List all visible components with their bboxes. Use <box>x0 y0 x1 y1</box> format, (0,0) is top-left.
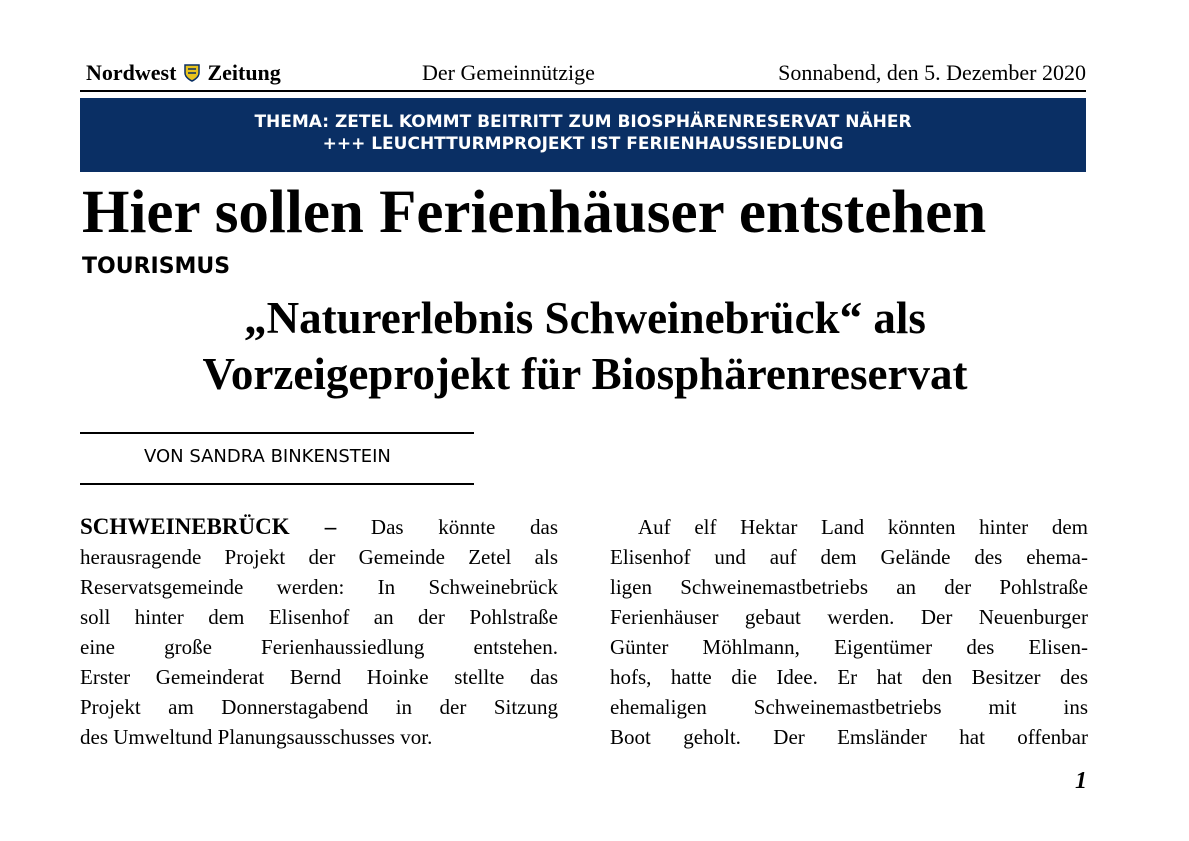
text-line: Ferienhäuser gebaut werden. Der Neuenburger <box>610 605 1088 629</box>
text-line: ehemaligen Schweinemastbetriebs mit ins <box>610 695 1088 719</box>
article-column-1 <box>80 512 558 752</box>
text-line: Auf elf Hektar Land könnten hinter dem <box>638 515 1088 539</box>
masthead <box>80 58 1086 92</box>
text-line: herausragende Projekt der Gemeinde Zetel als <box>80 545 558 569</box>
brand-name-right: Zeitung <box>207 60 281 85</box>
newspaper-brand <box>86 60 281 86</box>
dateline: SCHWEINEBRÜCK – <box>80 514 337 539</box>
issue-date: Sonnabend, den 5. Dezember 2020 <box>778 60 1086 85</box>
subhead-line-2: Vorzeigeprojekt für Biosphärenreservat <box>202 349 968 399</box>
text-line: soll hinter dem Elisenhof an der Pohlstraße <box>80 605 558 629</box>
banner-line-1: THEMA: ZETEL KOMMT BEITRITT ZUM BIOSPHÄRENRESERVAT NÄHER <box>254 112 912 132</box>
text-line: eine große Ferienhaussiedlung entstehen. <box>80 635 558 659</box>
text-line: ligen Schweinemastbetriebs an der Pohlstraße <box>610 575 1088 599</box>
byline-rule-top <box>80 432 474 434</box>
text-line: Projekt am Donnerstagabend in der Sitzung <box>80 695 558 719</box>
article-column-2 <box>610 512 1088 752</box>
text-line: des Umweltund Planungsausschusses vor. <box>80 725 433 749</box>
text-line: Reservatsgemeinde werden: In Schweinebrück <box>80 575 558 599</box>
text-line: Erster Gemeinderat Bernd Hoinke stellte das <box>80 665 558 689</box>
topic-banner <box>80 98 1086 172</box>
byline-rule-bottom <box>80 483 474 485</box>
subhead-line-1: „Naturerlebnis Schweinebrück“ als <box>244 293 926 343</box>
page-number: 1 <box>1075 768 1087 794</box>
text-line: hofs, hatte die Idee. Er hat den Besitzer des <box>610 665 1088 689</box>
masthead-rule <box>80 90 1086 92</box>
section-title: Der Gemeinnützige <box>422 60 595 85</box>
brand-name-left: Nordwest <box>86 60 177 85</box>
byline: VON SANDRA BINKENSTEIN <box>144 446 391 467</box>
text-line: SCHWEINEBRÜCK – Das könnte das <box>80 514 559 539</box>
text-line: Günter Möhlmann, Eigentümer des Elisen- <box>610 635 1088 659</box>
headline: Hier sollen Ferienhäuser entstehen <box>82 179 987 246</box>
rubric: TOURISMUS <box>82 254 231 279</box>
coat-of-arms-icon <box>184 64 200 82</box>
text-line: Boot geholt. Der Emsländer hat offenbar <box>610 725 1088 749</box>
banner-line-2: +++ LEUCHTTURMPROJEKT IST FERIENHAUSSIEDLUNG <box>322 134 844 154</box>
text-line: Elisenhof und auf dem Gelände des ehema- <box>610 545 1088 569</box>
subheadline <box>80 290 1090 402</box>
